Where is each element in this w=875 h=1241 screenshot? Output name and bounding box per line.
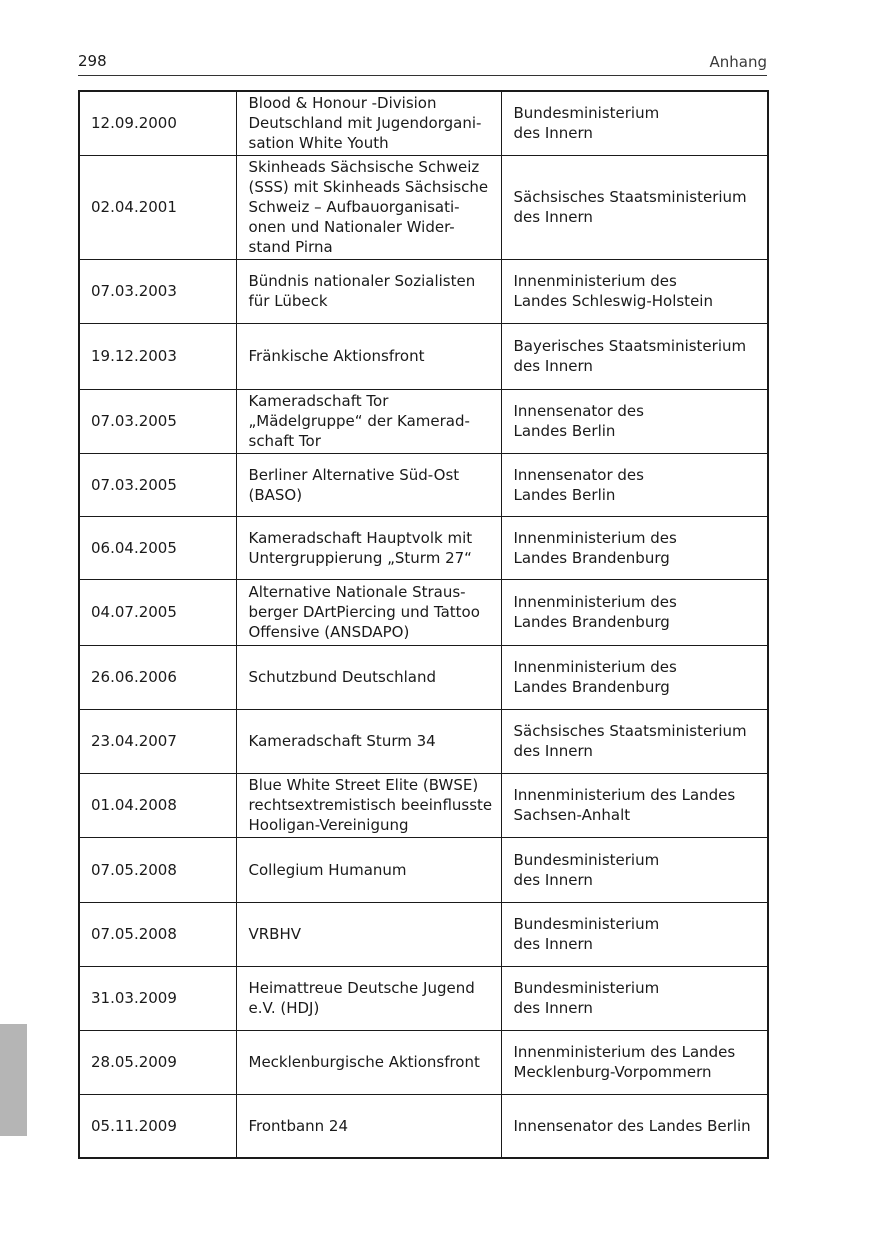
authority-cell	[501, 323, 768, 389]
organization-line: Skinheads Sächsische Schweiz	[248, 158, 480, 176]
organization-cell	[236, 902, 501, 966]
ban-date: 06.04.2005	[91, 538, 177, 557]
ban-date: 12.09.2000	[91, 114, 177, 133]
ban-date: 26.06.2006	[91, 668, 177, 686]
ban-date-cell	[79, 902, 236, 966]
authority-line: des Innern	[513, 999, 593, 1017]
organization-line: Frontbann 24	[248, 1116, 349, 1135]
organization-line: Kameradschaft Sturm 34	[248, 732, 436, 750]
organization-line: Hooligan-Vereinigung	[248, 816, 409, 834]
ban-date-cell	[79, 389, 236, 453]
authority-cell	[501, 516, 768, 579]
authority-line: Innenministerium des Landes	[513, 1043, 736, 1061]
organization-cell	[236, 1094, 501, 1158]
organization-line: Collegium Humanum	[248, 860, 407, 879]
authority-line: Bundesministerium	[513, 915, 660, 933]
authority-line: Innensenator des	[513, 402, 644, 420]
authority-line: Sachsen-Anhalt	[513, 806, 631, 824]
authority-cell	[501, 91, 768, 155]
ban-date: 28.05.2009	[91, 1053, 177, 1071]
ban-date-cell	[79, 1030, 236, 1094]
authority-line: des Innern	[513, 357, 593, 375]
organization-line: Fränkische Aktionsfront	[248, 347, 425, 365]
organization-line: Berliner Alternative Süd-Ost	[248, 465, 460, 484]
table-row	[79, 516, 768, 579]
authority-line: Bundesministerium	[513, 979, 660, 997]
table-row	[79, 91, 768, 155]
authority-line: Innensenator des Landes Berlin	[513, 1116, 751, 1135]
organization-line: onen und Nationaler Wider-	[248, 218, 455, 236]
organization-line: sation White Youth	[248, 134, 389, 153]
ban-date-cell	[79, 1094, 236, 1158]
authority-line: Innenministerium des Landes	[513, 786, 736, 804]
table-row	[79, 1094, 768, 1158]
ban-date: 01.04.2008	[91, 796, 177, 814]
organization-line: Kameradschaft Hauptvolk mit	[248, 528, 473, 547]
ban-date-cell	[79, 323, 236, 389]
authority-cell	[501, 902, 768, 966]
ban-date-cell	[79, 516, 236, 579]
organization-line: Blue White Street Elite (BWSE)	[248, 776, 479, 794]
organization-line: stand Pirna	[248, 238, 333, 256]
organization-line: Blood & Honour -Division	[248, 94, 437, 113]
authority-line: Bundesministerium	[513, 104, 660, 123]
authority-cell	[501, 579, 768, 645]
page-number: 298	[78, 52, 107, 70]
organization-cell	[236, 516, 501, 579]
organization-cell	[236, 773, 501, 837]
organization-line: Alternative Nationale Straus-	[248, 583, 466, 601]
authority-line: des Innern	[513, 870, 593, 889]
organization-cell	[236, 837, 501, 902]
organization-line: Offensive (ANSDAPO)	[248, 623, 410, 641]
ban-date-cell	[79, 773, 236, 837]
organization-cell	[236, 579, 501, 645]
ban-date: 19.12.2003	[91, 347, 177, 365]
authority-line: des Innern	[513, 208, 593, 226]
running-head: Anhang	[709, 53, 767, 71]
organization-line: VRBHV	[248, 925, 302, 943]
organization-line: Bündnis nationaler Sozialisten	[248, 272, 476, 290]
organization-line: Schweiz – Aufbauorganisati-	[248, 198, 460, 216]
table-row	[79, 837, 768, 902]
authority-line: des Innern	[513, 935, 593, 953]
authority-line: Innensenator des	[513, 465, 644, 484]
ban-date-cell	[79, 91, 236, 155]
organization-cell	[236, 645, 501, 709]
ban-date-cell	[79, 837, 236, 902]
authority-line: Innenministerium des	[513, 658, 677, 676]
ban-table-container	[78, 90, 767, 1159]
authority-line: Sächsisches Staatsministerium	[513, 188, 747, 206]
table-row	[79, 323, 768, 389]
table-row	[79, 902, 768, 966]
organization-line: berger DArtPiercing und Tattoo	[248, 603, 480, 621]
authority-line: Sächsisches Staatsministerium	[513, 722, 747, 740]
organization-line: (BASO)	[248, 485, 303, 504]
ban-date: 07.05.2008	[91, 925, 177, 943]
ban-date: 05.11.2009	[91, 1116, 177, 1135]
authority-line: des Innern	[513, 742, 593, 760]
authority-line: Landes Schleswig-Holstein	[513, 292, 713, 310]
ban-date-cell	[79, 453, 236, 516]
organization-cell	[236, 323, 501, 389]
ban-table	[78, 90, 769, 1159]
organization-line: e.V. (HDJ)	[248, 999, 320, 1017]
ban-date: 07.05.2008	[91, 860, 177, 879]
authority-cell	[501, 1094, 768, 1158]
authority-line: Landes Brandenburg	[513, 613, 670, 631]
authority-cell	[501, 1030, 768, 1094]
organization-cell	[236, 155, 501, 259]
ban-date: 04.07.2005	[91, 603, 177, 621]
ban-date: 07.03.2005	[91, 475, 177, 494]
organization-cell	[236, 709, 501, 773]
ban-date-cell	[79, 579, 236, 645]
table-row	[79, 579, 768, 645]
authority-cell	[501, 155, 768, 259]
organization-line: Mecklenburgische Aktionsfront	[248, 1053, 480, 1071]
organization-cell	[236, 259, 501, 323]
organization-line: (SSS) mit Skinheads Sächsische	[248, 178, 489, 196]
authority-line: Innenministerium des	[513, 593, 677, 611]
organization-line: rechtsextremistisch beeinflusste	[248, 796, 493, 814]
table-row	[79, 453, 768, 516]
organization-cell	[236, 389, 501, 453]
authority-cell	[501, 773, 768, 837]
authority-cell	[501, 709, 768, 773]
table-row	[79, 1030, 768, 1094]
organization-line: „Mädelgruppe“ der Kamerad-	[248, 412, 470, 430]
authority-line: Landes Berlin	[513, 485, 616, 504]
ban-date-cell	[79, 966, 236, 1030]
authority-cell	[501, 453, 768, 516]
ban-date-cell	[79, 155, 236, 259]
authority-cell	[501, 966, 768, 1030]
authority-cell	[501, 259, 768, 323]
ban-date: 23.04.2007	[91, 732, 177, 750]
header-rule	[78, 75, 767, 76]
authority-line: Mecklenburg-Vorpommern	[513, 1063, 712, 1081]
ban-table-body	[79, 91, 768, 1158]
thumb-index-tab	[0, 1024, 27, 1136]
organization-line: Kameradschaft Tor	[248, 392, 389, 410]
authority-line: Bundesministerium	[513, 850, 660, 869]
authority-line: Innenministerium des	[513, 528, 677, 547]
table-row	[79, 389, 768, 453]
ban-date: 31.03.2009	[91, 989, 177, 1007]
authority-line: Landes Berlin	[513, 422, 616, 440]
organization-line: Schutzbund Deutschland	[248, 668, 436, 686]
ban-date-cell	[79, 259, 236, 323]
authority-line: Innenministerium des	[513, 272, 677, 290]
ban-date-cell	[79, 645, 236, 709]
authority-line: Bayerisches Staatsministerium	[513, 337, 747, 355]
table-row	[79, 966, 768, 1030]
ban-date: 07.03.2005	[91, 412, 177, 430]
organization-line: für Lübeck	[248, 292, 328, 310]
ban-date-cell	[79, 709, 236, 773]
organization-cell	[236, 966, 501, 1030]
authority-line: Landes Brandenburg	[513, 548, 670, 567]
table-row	[79, 259, 768, 323]
table-row	[79, 155, 768, 259]
organization-cell	[236, 453, 501, 516]
organization-line: Deutschland mit Jugendorgani-	[248, 114, 482, 133]
ban-date: 07.03.2003	[91, 282, 177, 300]
table-row	[79, 645, 768, 709]
organization-line: schaft Tor	[248, 432, 321, 450]
authority-cell	[501, 389, 768, 453]
authority-line: Landes Brandenburg	[513, 678, 670, 696]
organization-line: Heimattreue Deutsche Jugend	[248, 979, 475, 997]
organization-cell	[236, 1030, 501, 1094]
table-row	[79, 773, 768, 837]
authority-cell	[501, 645, 768, 709]
ban-date: 02.04.2001	[91, 198, 177, 216]
table-row	[79, 709, 768, 773]
authority-cell	[501, 837, 768, 902]
organization-line: Untergruppierung „Sturm 27“	[248, 548, 472, 567]
authority-line: des Innern	[513, 124, 593, 143]
organization-cell	[236, 91, 501, 155]
